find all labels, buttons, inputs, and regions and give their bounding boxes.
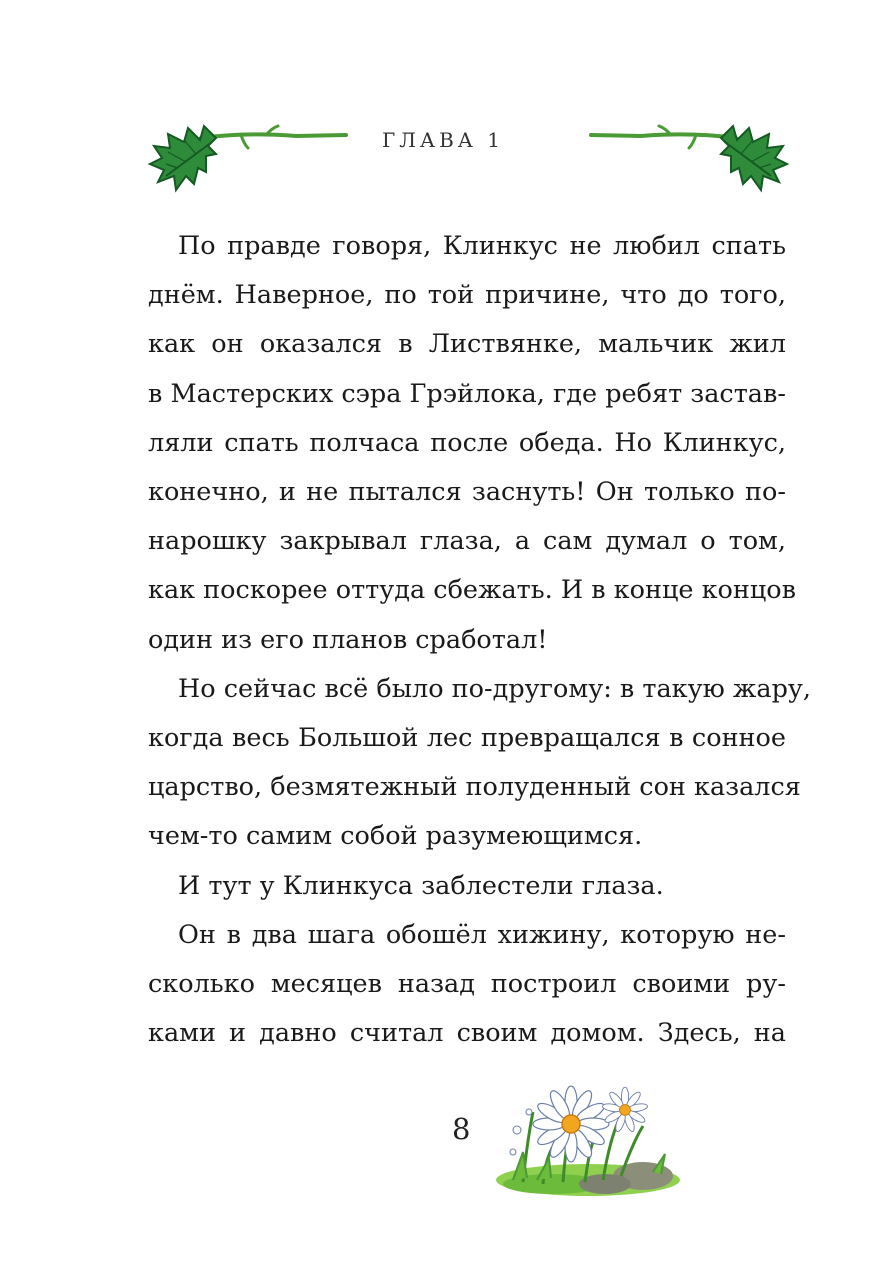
text-line: днём. Наверное, по той причине, что до того, <box>148 280 786 311</box>
page-number: 8 <box>452 1112 471 1146</box>
paragraph <box>148 665 812 862</box>
chapter-title: ГЛАВА 1 <box>381 128 504 152</box>
text-line: ляли спать полчаса после обеда. Но Клинкус, <box>148 427 786 458</box>
text-line: сколько месяцев назад построил своими ру- <box>148 969 786 1000</box>
text-line: царство, безмятежный полуденный сон казался <box>148 772 801 803</box>
text-line: И тут у Клинкуса заблестели глаза. <box>178 870 664 901</box>
body-text <box>148 222 812 1058</box>
text-line: в Мастерских сэра Грэйлока, где ребят застав- <box>148 378 786 409</box>
text-line: конечно, и не пытался заснуть! Он только по- <box>148 477 786 508</box>
paragraph <box>148 911 786 1059</box>
paragraph <box>148 862 786 911</box>
text-line: как поскорее оттуда сбежать. И в конце концов <box>148 575 796 606</box>
daisy-flowers-icon <box>493 1072 683 1200</box>
text-line: один из его планов сработал! <box>148 624 548 655</box>
text-line: Но сейчас всё было по-другому: в такую жару, <box>178 673 812 704</box>
text-line: когда весь Большой лес превращался в сонное <box>148 723 786 754</box>
text-line: чем-то самим собой разумеющимся. <box>148 821 643 852</box>
text-line: Он в два шага обошёл хижину, которую не- <box>178 919 786 950</box>
paragraph <box>148 222 796 665</box>
holly-branch-right-icon <box>585 118 791 194</box>
text-line: По правде говоря, Клинкус не любил спать <box>178 231 786 261</box>
text-line: как он оказался в Листвянке, мальчик жил <box>148 329 786 360</box>
text-line: ками и давно считал своим домом. Здесь, на <box>148 1018 786 1049</box>
chapter-header <box>0 118 886 198</box>
text-line: нарошку закрывал глаза, а сам думал о том, <box>148 526 786 557</box>
